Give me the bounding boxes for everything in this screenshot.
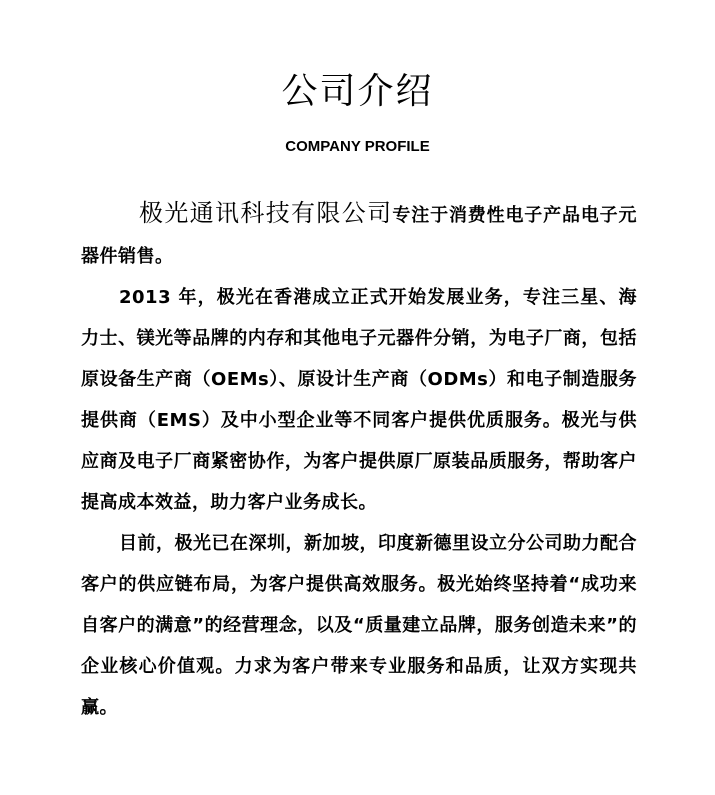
page-title: 公司介绍: [281, 71, 434, 113]
history-paragraph: 2013 年，极光在香港成立正式开始发展业务，专注三星、海力士、镁光等品牌的内存和其他电子元器件分销，为电子厂商，包括原设备生产商（OEMs）、原设计生产商（ODMs）和电子制造服务提供商（EMS）及中小型企业等不同客户提供优质服务。极光与供应商及电子厂商紧密协作，为客户提供原厂原装品质服务，帮助客户提高成本效益，助力客户业务成长。: [81, 287, 637, 513]
intro-text: 专注于消费性电子产品电子元器件销售。: [81, 205, 638, 267]
document-body: [81, 193, 637, 728]
intro-paragraph: [81, 193, 637, 277]
current-status-paragraph: 目前，极光已在深圳，新加坡，印度新德里设立分公司助力配合客户的供应链布局，为客户提供高效服务。极光始终坚持着“成功来自客户的满意”的经营理念，以及“质量建立品牌，服务创造未来”的企业核心价值观。力求为客户带来专业服务和品质，让双方实现共赢。: [81, 533, 637, 718]
company-name: 极光通讯科技有限公司: [139, 199, 393, 227]
page-subtitle: COMPANY PROFILE: [285, 138, 430, 155]
